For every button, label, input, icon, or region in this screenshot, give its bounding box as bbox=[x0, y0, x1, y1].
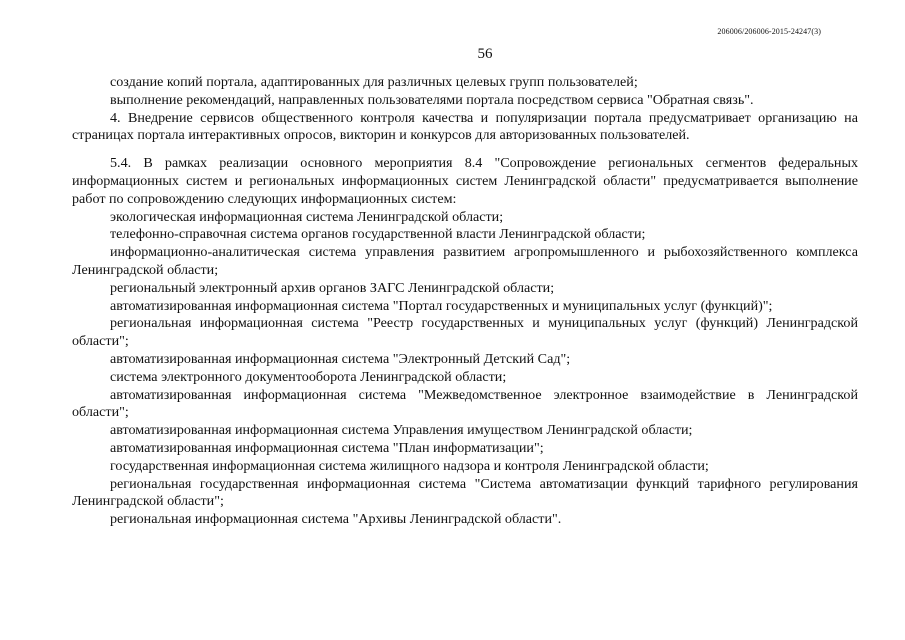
list-item: автоматизированная информационная система "Портал государственных и муниципальных услуг (функций)"; bbox=[110, 297, 773, 314]
document-body bbox=[72, 74, 858, 529]
document-id: 206006/206006-2015-24247(3) bbox=[717, 27, 821, 36]
paragraph: 5.4. В рамках реализации основного мероприятия 8.4 "Сопровождение региональных сегментов федеральных информационных систем и региональных информационных систем Ленинградской области" предусматривается выполнение работ по сопровождению следующих информационных систем: bbox=[72, 155, 858, 207]
list-item: региональный электронный архив органов ЗАГС Ленинградской области; bbox=[110, 279, 555, 296]
list-item: система электронного документооборота Ленинградской области; bbox=[110, 368, 507, 385]
paragraph: создание копий портала, адаптированных для различных целевых групп пользователей; bbox=[110, 74, 638, 90]
list-item: информационно-аналитическая система управления развитием агропромышленного и рыбохозяйственного комплекса Ленинградской области; bbox=[72, 244, 858, 278]
page-number: 56 bbox=[477, 46, 493, 62]
paragraph: 4. Внедрение сервисов общественного контроля качества и популяризации портала предусматривает организацию на страницах портала интерактивных опросов, викторин и конкурсов для авторизованных пользователей. bbox=[72, 109, 858, 144]
list-item: телефонно-справочная система органов государственной власти Ленинградской области; bbox=[110, 226, 646, 243]
list-item: автоматизированная информационная система "План информатизации"; bbox=[110, 439, 544, 456]
list-item: региональная государственная информационная система "Система автоматизации функций тарифного регулирования Ленинградской области"; bbox=[72, 475, 858, 510]
list-item: региональная информационная система "Архивы Ленинградской области". bbox=[110, 511, 562, 528]
list-item: автоматизированная информационная система "Электронный Детский Сад"; bbox=[110, 350, 571, 367]
list-item: экологическая информационная система Ленинградской области; bbox=[110, 208, 504, 225]
list-item: автоматизированная информационная система Управления имуществом Ленинградской области; bbox=[110, 422, 693, 439]
list-item: региональная информационная система "Реестр государственных и муниципальных услуг (функций) Ленинградской области"; bbox=[72, 315, 858, 350]
list-item: автоматизированная информационная система "Межведомственное электронное взаимодействие в Ленинградской области"; bbox=[72, 386, 858, 421]
list-item: государственная информационная система жилищного надзора и контроля Ленинградской области; bbox=[110, 457, 709, 474]
paragraph: выполнение рекомендаций, направленных пользователями портала посредством сервиса "Обратная связь". bbox=[110, 91, 754, 108]
